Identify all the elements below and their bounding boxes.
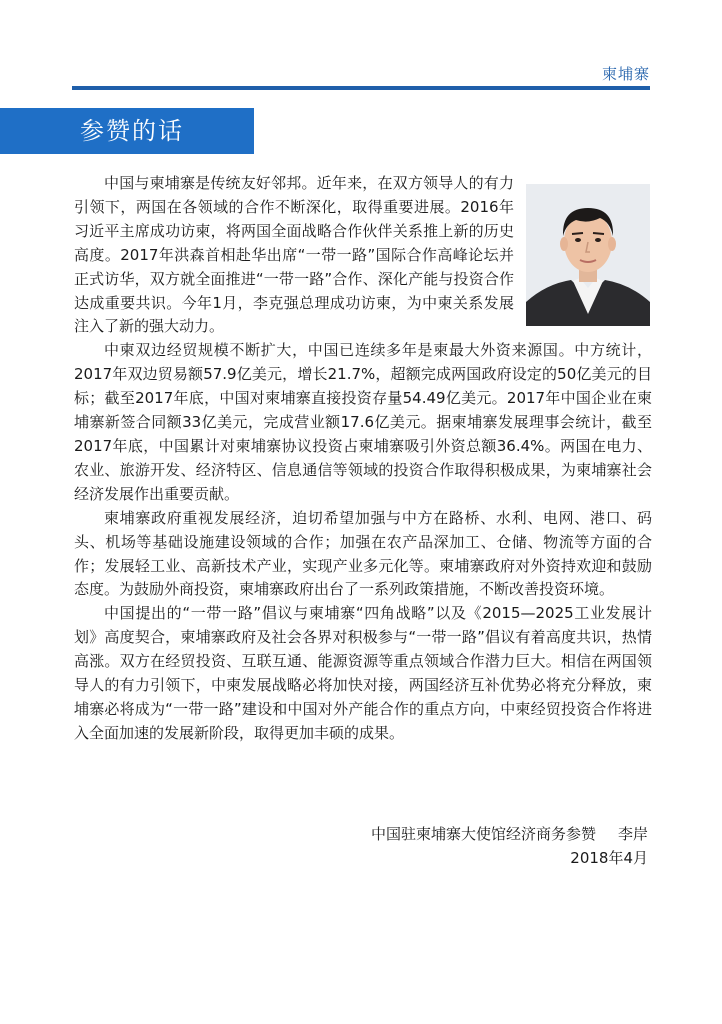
paragraph-4: 中国提出的“一带一路”倡议与柬埔寨“四角战略”以及《2015—2025工业发展计划》高度契合，柬埔寨政府及社会各界对积极参与“一带一路”倡议有着高度共识，热情高涨。双方在经贸投资、互联互通、能源资源等重点领域合作潜力巨大。相信在两国领导人的有力引领下，中柬发展战略必将加快对接，两国经济互补优势必将充分释放，柬埔寨必将成为“一带一路”建设和中国对外产能合作的重点方向，中柬经贸投资合作将进入全面加速的发展新阶段，取得更加丰硕的成果。 <box>74 604 652 742</box>
signature-organization: 中国驻柬埔寨大使馆经济商务参赞 <box>370 825 596 843</box>
header-country-label: 柬埔寨 <box>601 65 650 83</box>
paragraph-2: 中柬双边经贸规模不断扩大，中国已连续多年是柬最大外资来源国。中方统计，2017年双边贸易额57.9亿美元，增长21.7%，超额完成两国政府设定的50亿美元的目标；截至2017年底，中国对柬埔寨直接投资存量54.49亿美元。2017年中国企业在柬埔寨新签合同额33亿美元，完成营业额17.6亿美元。据柬埔寨发展理事会统计，截至2017年底，中国累计对柬埔寨协议投资占柬埔寨吸引外资总额36.4%。两国在电力、农业、旅游开发、经济特区、信息通信等领域的投资合作取得积极成果，为柬埔寨社会经济发展作出重要贡献。 <box>74 341 652 503</box>
article-body <box>74 172 652 746</box>
signature-name: 李岸 <box>617 825 648 843</box>
page-title: 参赞的话 <box>80 117 184 145</box>
paragraph-3: 柬埔寨政府重视发展经济，迫切希望加强与中方在路桥、水利、电网、港口、码头、机场等基础设施建设领域的合作；加强在农产品深加工、仓储、物流等方面的合作；发展轻工业、高新技术产业，实现产业多元化等。柬埔寨政府对外资持欢迎和鼓励态度。为鼓励外商投资，柬埔寨政府出台了一系列政策措施，不断改善投资环境。 <box>74 508 652 599</box>
signature-line <box>74 822 648 846</box>
signature-date: 2018年4月 <box>570 849 648 867</box>
header-divider <box>72 86 650 90</box>
paragraph-1: 中国与柬埔寨是传统友好邻邦。近年来，在双方领导人的有力引领下，两国在各领域的合作不断深化，取得重要进展。2016年习近平主席成功访柬，将两国全面战略合作伙伴关系推上新的历史高度。2017年洪森首相赴华出席“一带一路”国际合作高峰论坛并正式访华，双方就全面推进“一带一路”合作、深化产能与投资合作达成重要共识。今年1月，李克强总理成功访柬，为中柬关系发展注入了新的强大动力。 <box>74 174 514 336</box>
